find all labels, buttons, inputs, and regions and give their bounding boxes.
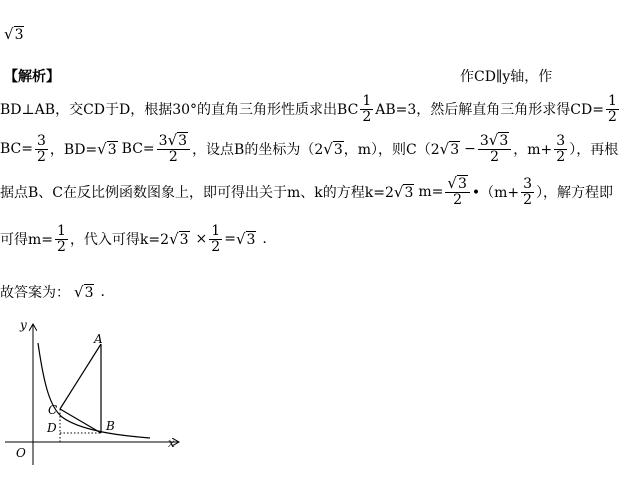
radicand: 3 — [179, 232, 189, 248]
denominator: 2 — [168, 149, 178, 166]
radicand: 3 — [246, 232, 256, 248]
analysis-heading: 【解析】 — [4, 69, 60, 85]
text: 可得m= — [0, 232, 54, 248]
segment-ca — [60, 344, 101, 409]
text: − — [464, 141, 476, 157]
fraction — [521, 177, 534, 207]
text: ，设点B的坐标为（2 — [192, 142, 324, 158]
solution-line-3 — [0, 172, 613, 212]
radicand: 3 — [107, 142, 117, 158]
denominator: 2 — [211, 238, 221, 255]
radicand: 3 — [499, 133, 509, 150]
text: •（m+ — [471, 185, 520, 201]
text: BD⊥AB，交CD于D，根据30°的直角三角形性质求出BC — [0, 102, 359, 118]
coefficient: 3 — [479, 133, 489, 150]
numerator: 3 — [556, 132, 566, 149]
fraction — [55, 224, 68, 254]
sqrt-expression: √3 — [97, 140, 117, 158]
radicand: 3 — [333, 142, 343, 158]
text: . — [262, 231, 267, 247]
denominator: 2 — [453, 192, 463, 209]
label-a: A — [94, 332, 103, 346]
numerator: 1 — [607, 92, 617, 109]
sqrt-expression: √3 — [323, 140, 343, 158]
numerator: 3 — [523, 175, 533, 192]
right-note: 作CD∥y轴，作 — [460, 69, 553, 85]
sqrt-expression: √3 — [439, 140, 460, 158]
denominator: 2 — [523, 191, 533, 208]
sqrt-expression: √3 — [235, 230, 256, 248]
solution-line-2 — [0, 130, 618, 168]
fraction — [606, 94, 619, 124]
label-y: y — [20, 318, 27, 332]
radicand: 3 — [450, 142, 460, 158]
text: = — [224, 231, 236, 247]
fraction — [478, 133, 511, 164]
segment-cb — [60, 409, 101, 433]
fraction — [35, 134, 48, 164]
text: m= — [418, 184, 444, 200]
sqrt-expression: √3 — [167, 131, 188, 150]
denominator: 2 — [37, 148, 46, 165]
label-d: D — [47, 421, 57, 435]
denominator: 2 — [556, 148, 566, 165]
numerator: 1 — [57, 222, 66, 239]
label-b: B — [106, 419, 115, 433]
numerator: 1 — [211, 222, 221, 239]
text: ），解方程即 — [536, 185, 614, 201]
coefficient: 3 — [158, 133, 168, 150]
text: ，m），则C（2 — [343, 142, 440, 158]
answer-line — [0, 282, 105, 302]
top-answer — [4, 25, 24, 43]
sqrt-expression: √3 — [169, 230, 189, 248]
numerator — [478, 133, 511, 150]
sqrt-expression: √3 — [488, 131, 509, 150]
fraction — [209, 224, 222, 254]
text: . — [100, 284, 105, 300]
text: ，BD= — [49, 142, 98, 158]
radicand: 3 — [178, 133, 188, 150]
numerator — [157, 133, 190, 150]
solution-line-1 — [0, 92, 621, 126]
text: 据点B、C在反比例函数图象上，即可得出关于m、k的方程k=2 — [0, 185, 394, 201]
radicand: 3 — [84, 285, 94, 301]
text: × — [195, 231, 208, 247]
solution-line-4 — [0, 220, 267, 258]
sqrt-expression: √3 — [447, 174, 467, 193]
numerator — [445, 176, 469, 193]
radicand: 3 — [14, 27, 24, 43]
numerator: 1 — [362, 92, 372, 109]
fraction — [554, 134, 567, 164]
denominator: 2 — [607, 108, 617, 125]
fraction — [360, 94, 373, 124]
radicand: 3 — [457, 176, 467, 193]
text: ，m+ — [513, 142, 553, 158]
sqrt-expression: √3 — [393, 183, 414, 201]
fraction — [445, 176, 469, 207]
label-x: x — [168, 436, 175, 450]
answer-label: 故答案为： — [0, 285, 70, 301]
label-o: O — [16, 446, 26, 460]
text: AB=3，然后解直角三角形求得CD= — [375, 102, 604, 118]
sqrt-expression: √3 — [74, 283, 94, 301]
text: ，代入可得k=2 — [69, 232, 170, 248]
sqrt-expression: √3 — [4, 25, 24, 43]
text: ），再根 — [569, 142, 619, 158]
text: BC= — [0, 141, 33, 157]
numerator: 3 — [37, 132, 46, 149]
label-c: C — [48, 403, 58, 417]
geometry-figure — [0, 315, 200, 475]
text: BC= — [121, 141, 155, 157]
radicand: 3 — [404, 185, 414, 201]
denominator: 2 — [490, 149, 500, 166]
fraction — [157, 133, 190, 164]
denominator: 2 — [57, 238, 66, 255]
denominator: 2 — [362, 108, 372, 125]
